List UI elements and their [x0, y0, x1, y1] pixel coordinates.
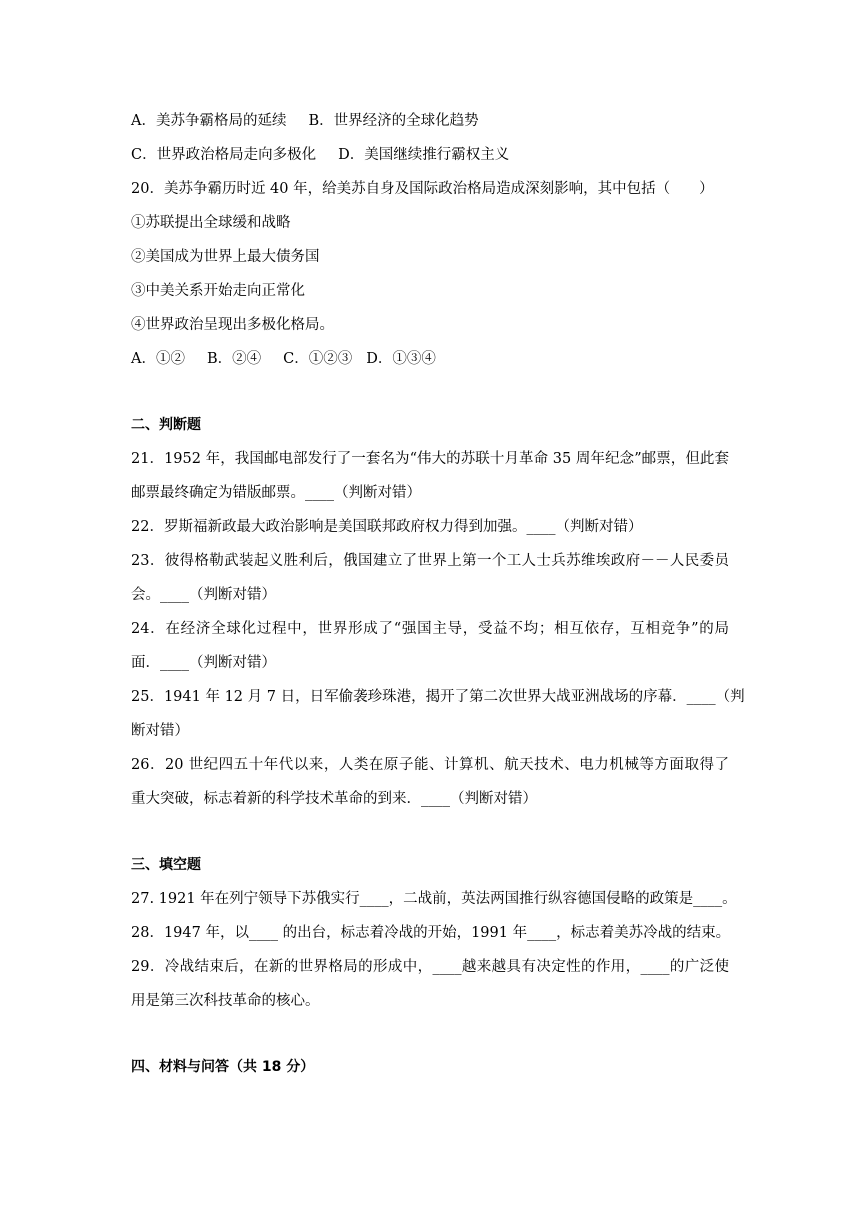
q21-line-2: 邮票最终确定为错版邮票。____（判断对错） — [131, 485, 421, 501]
q23-line-1: 23．彼得格勒武装起义胜利后，俄国建立了世界上第一个工人士兵苏维埃政府－－人民委员 — [131, 553, 729, 569]
q24-line-1: 24．在经济全球化过程中，世界形成了“强国主导，受益不均；相互依存，互相竞争”的局 — [131, 621, 729, 637]
q20-option-b: B．②④ — [206, 351, 262, 367]
q19-option-c: C．世界政治格局走向多极化 — [131, 147, 317, 163]
q20-item-2: ②美国成为世界上最大债务国 — [131, 249, 320, 265]
q20-option-d: D．①③④ — [366, 351, 436, 367]
q26-line-1: 26．20 世纪四五十年代以来，人类在原子能、计算机、航天技术、电力机械等方面取得了 — [131, 757, 729, 773]
q20-stem: 20．美苏争霸历时近 40 年，给美苏自身及国际政治格局造成深刻影响，其中包括（ ） — [131, 181, 714, 197]
q19-options-row-2 — [131, 145, 509, 165]
q20-item-3: ③中美关系开始走向正常化 — [131, 283, 305, 299]
q25-line-1: 25．1941 年 12 月 7 日，日军偷袭珍珠港，揭开了第二次世界大战亚洲战场的序幕．____（判 — [131, 689, 745, 705]
q20-option-a: A．①② — [131, 351, 185, 367]
q25-line-2: 断对错） — [131, 723, 189, 739]
section-3-heading: 三、填空题 — [131, 857, 201, 873]
q22-line: 22．罗斯福新政最大政治影响是美国联邦政府权力得到加强。____（判断对错） — [131, 519, 643, 535]
q23-line-2: 会。____（判断对错） — [131, 587, 276, 603]
q20-option-c: C．①②③ — [283, 351, 353, 367]
q20-item-4: ④世界政治呈现出多极化格局。 — [131, 317, 334, 333]
q20-options — [131, 349, 436, 369]
q20-item-1: ①苏联提出全球缓和战略 — [131, 215, 291, 231]
q29-line-2: 用是第三次科技革命的核心。 — [131, 993, 320, 1009]
section-4-heading: 四、材料与问答（共 18 分） — [131, 1059, 315, 1075]
q26-line-2: 重大突破，标志着新的科学技术革命的到来．____（判断对错） — [131, 791, 537, 807]
q19-option-b: B．世界经济的全球化趋势 — [308, 113, 479, 129]
q27-line: 27. 1921 年在列宁领导下苏俄实行____，二战前，英法两国推行纵容德国侵略的政策是____。 — [131, 891, 737, 907]
q19-option-a: A．美苏争霸格局的延续 — [131, 113, 287, 129]
q19-option-d: D．美国继续推行霸权主义 — [338, 147, 510, 163]
q29-line-1: 29．冷战结束后，在新的世界格局的形成中，____越来越具有决定性的作用，____的广泛使 — [131, 959, 729, 975]
q21-line-1: 21．1952 年，我国邮电部发行了一套名为“伟大的苏联十月革命 35 周年纪念”邮票，但此套 — [131, 451, 729, 467]
q24-line-2: 面．____（判断对错） — [131, 655, 276, 671]
section-2-heading: 二、判断题 — [131, 417, 201, 433]
q28-line: 28．1947 年，以____ 的出台，标志着冷战的开始，1991 年____，标志着美苏冷战的结束。 — [131, 925, 731, 941]
q19-options-row-1 — [131, 111, 479, 131]
